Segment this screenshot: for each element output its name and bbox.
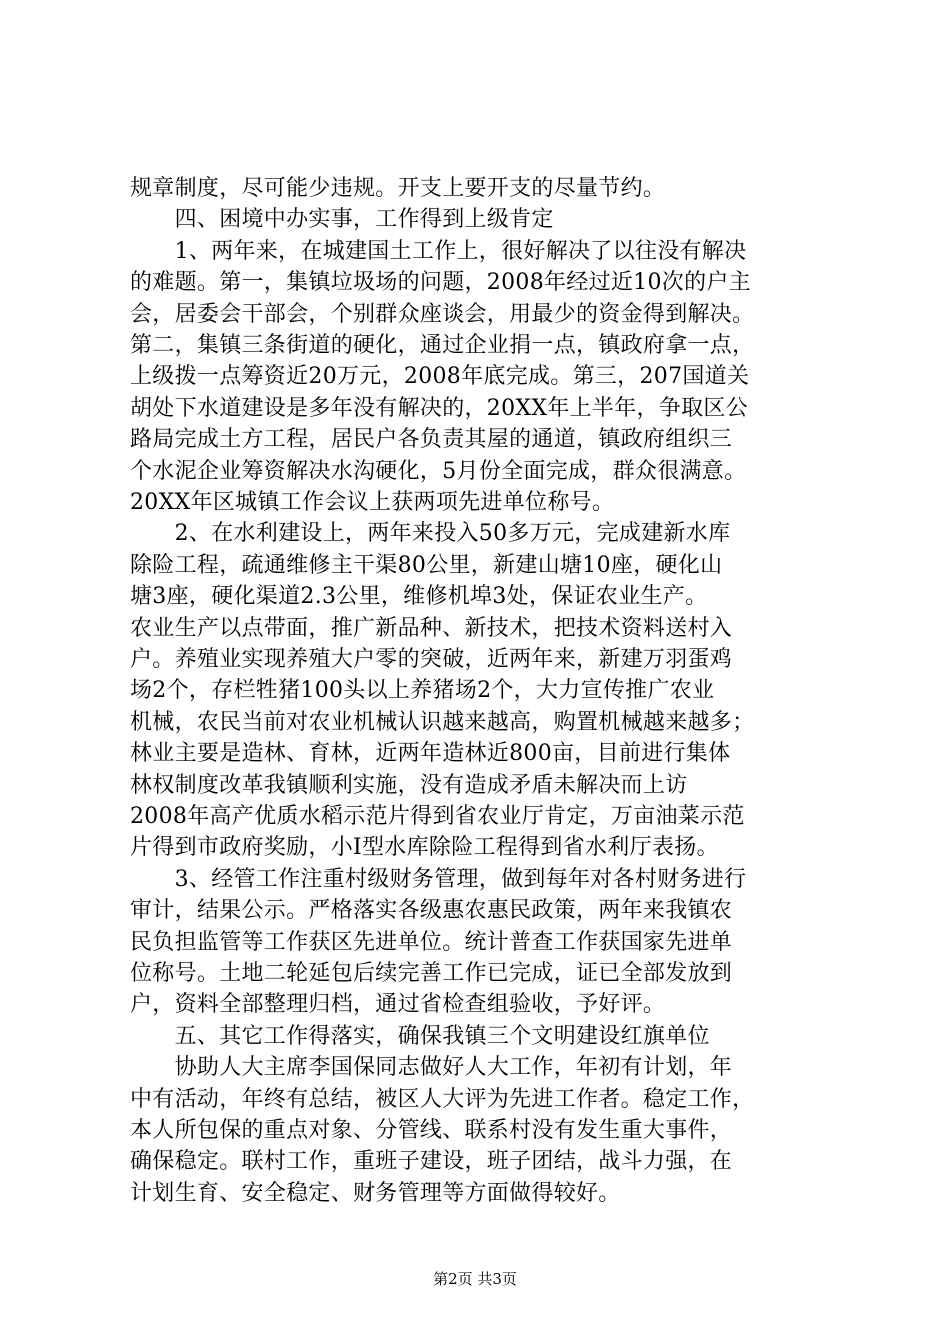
text-line: 协助人大主席李国保同志做好人大工作，年初有计划，年: [130, 1055, 733, 1081]
text-line: 机械，农民当前对农业机械认识越来越高，购置机械越来越多；: [130, 709, 755, 735]
text-line: 计划生育、安全稳定、财务管理等方面做得较好。: [130, 1180, 621, 1206]
text-line: 的难题。第一，集镇垃圾场的问题，2008年经过近10次的户主: [130, 270, 751, 296]
text-line: 户，资料全部整理归档，通过省检查组验收，予好评。: [130, 992, 666, 1018]
text-line: 上级拨一点筹资近20万元，2008年底完成。第三，207国道关: [130, 364, 750, 390]
text-line: 四、困境中办实事，工作得到上级肯定: [130, 207, 554, 233]
text-line: 3、经管工作注重村级财务管理，做到每年对各村财务进行: [130, 866, 747, 892]
text-line: 本人所包保的重点对象、分管线、联系村没有发生重大事件，: [130, 1118, 733, 1143]
text-line: 片得到市政府奖励，小Ⅰ型水库除险工程得到省水利厅表扬。: [130, 835, 719, 861]
text-line: 审计，结果公示。严格落实各级惠农惠民政策，两年来我镇农: [130, 898, 733, 924]
text-line: 五、其它工作得落实，确保我镇三个文明建设红旗单位: [130, 1023, 710, 1049]
text-line: 会，居委会干部会，个别群众座谈会，用最少的资金得到解决。: [130, 301, 755, 327]
text-line: 路局完成土方工程，居民户各负责其屋的通道，镇政府组织三: [130, 427, 733, 453]
text-line: 第二，集镇三条街道的硬化，通过企业捐一点，镇政府拿一点，: [130, 333, 755, 358]
text-line: 林权制度改革我镇顺利实施，没有造成矛盾未解决而上访: [130, 772, 688, 798]
text-line: 除险工程，疏通维修主干渠80公里，新建山塘10座，硬化山: [130, 552, 723, 578]
text-line: 中有活动，年终有总结，被区人大评为先进工作者。稳定工作，: [130, 1086, 755, 1112]
text-line: 民负担监管等工作获区先进单位。统计普查工作获国家先进单: [130, 929, 733, 955]
text-line: 20XX年区城镇工作会议上获两项先进单位称号。: [130, 490, 615, 515]
text-line: 个水泥企业筹资解决水沟硬化，5月份全面完成，群众很满意。: [130, 458, 747, 484]
text-line: 塘3座，硬化渠道2.3公里，维修机埠3处，保证农业生产。: [130, 584, 708, 610]
text-line: 1、两年来，在城建国土工作上，很好解决了以往没有解决: [130, 238, 747, 264]
text-line: 2、在水利建设上，两年来投入50多万元，完成建新水库: [130, 521, 731, 547]
text-line: 胡处下水道建设是多年没有解决的，20XX年上半年，争取区公: [130, 395, 749, 421]
text-line: 2008年高产优质水稻示范片得到省农业厅肯定，万亩油菜示范: [130, 804, 745, 829]
text-line: 农业生产以点带面，推广新品种、新技术，把技术资料送村入: [130, 615, 733, 641]
page-footer: 第2页 共3页: [433, 1270, 517, 1288]
text-line: 确保稳定。联村工作，重班子建设，班子团结，战斗力强，在: [130, 1149, 733, 1175]
text-line: 场2个，存栏牲猪100头以上养猪场2个，大力宣传推广农业: [130, 678, 715, 704]
text-line: 位称号。土地二轮延包后续完善工作已完成，证已全部发放到: [130, 961, 733, 986]
text-line: 规章制度，尽可能少违规。开支上要开支的尽量节约。: [130, 176, 666, 201]
text-line: 林业主要是造林、育林，近两年造林近800亩，目前进行集体: [130, 741, 731, 767]
text-line: 户。养殖业实现养殖大户零的突破，近两年来，新建万羽蛋鸡: [130, 647, 733, 672]
